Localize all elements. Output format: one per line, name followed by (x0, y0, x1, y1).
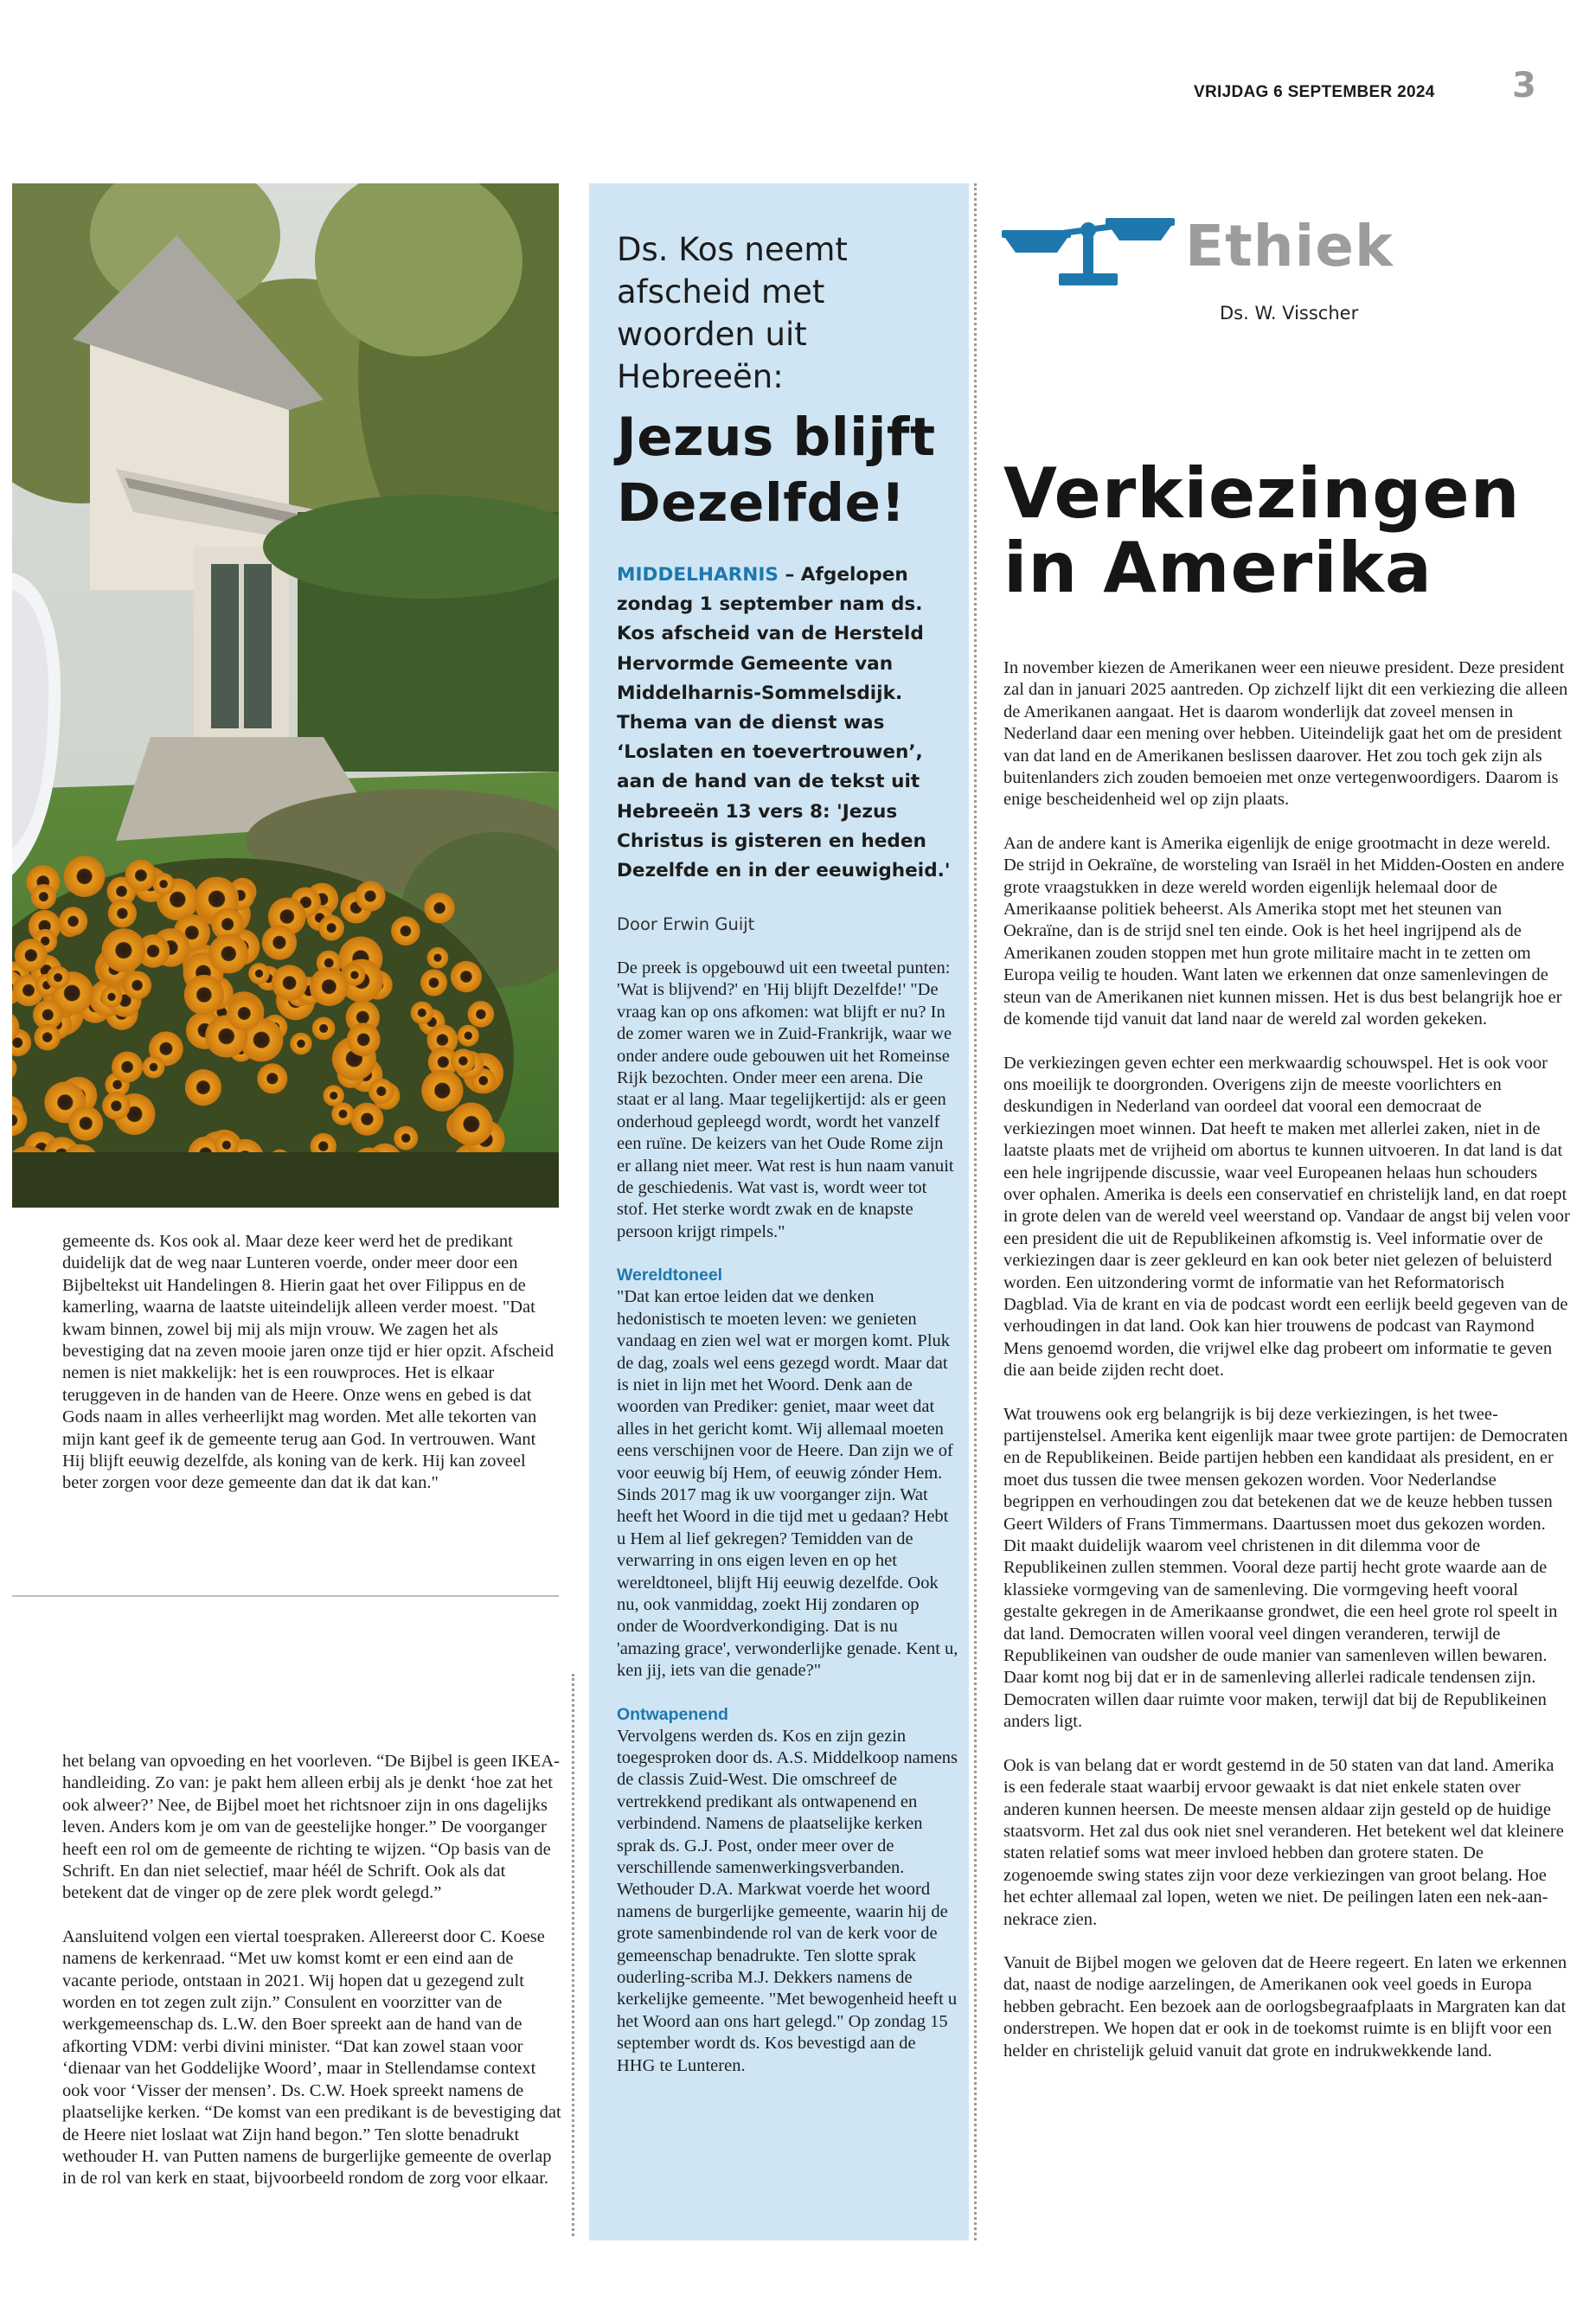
article-body (617, 958, 958, 2077)
flower (102, 928, 146, 972)
flower (102, 1092, 131, 1120)
flower (262, 925, 297, 959)
left-paragraph-2: het belang van opvoeding en het voorleven. “De Bijbel is geen IKEA-handleiding. Zo van: je pakt hem alleen erbij als je denkt ‘hoe zat het ook alweer?’ Nee, de Bijbel moet het richtsnoer zijn in ons dagelijks leven. Anders kom je om van de geestelijke honger.” De voorganger heeft een rol om de gemeente de richting te wijzen. “Op basis van de Schrift. En dan niet selectief, maar héél de Schrift. Ook als dat betekent dat de vinger op de zere plek wordt gelegd.” (62, 1752, 560, 1903)
flower (112, 1052, 143, 1083)
flower (468, 1001, 495, 1028)
flower (344, 965, 366, 986)
flower (257, 1063, 287, 1093)
column-paragraph-2: Aan de andere kant is Amerika eigenlijk de enige grootmacht in deze wereld. De strijd in Oekraïne, de worsteling van Israël in het Midden-Oosten en andere grote vraagstukken in deze wereld worden eigenlijk helemaal door de Amerikaanse politiek beheerst. Als Amerika stopt met het steunen van Oekraïne, dan is de strijd snel ten einde. Ook is het heel ingrijpend als de Amerikanen zouden stoppen met hun grote militaire macht in te zetten om Europa veilig te houden. Want laten we erkennen dat onze samenlevingen de steun van de Amerikanen niet kunnen missen. Het is dus best belangrijk hoe er de komende tijd vanuit dat land naar de wereld zal worden gekeken. (1003, 833, 1565, 1029)
left-divider (12, 1595, 559, 1597)
dateline-place: MIDDELHARNIS (617, 564, 779, 586)
flower (185, 1069, 221, 1106)
column-author: Ds. W. Visscher (1220, 303, 1359, 324)
flower (208, 934, 248, 974)
section-title: Ethiek (1185, 213, 1394, 279)
flower (184, 975, 224, 1015)
column-paragraph-4: Wat trouwens ook erg belangrijk is bij deze verkiezingen, is het twee-partijenstelsel. Amerika kent eigenlijk maar twee grote partijen: de Democraten en de Republikeinen. Beide partijen hebben een kandidaat als president, en er moet dus tussen die twee mensen gekozen worden. Voor Nederlandse begrippen en verhoudingen zou dat betekenen dat we de keuze hebben tussen Geert Wilders of Frans Timmermans. Daartussen moet dus gekozen worden. Dit maakt duidelijk waarom veel christenen in dit dilemma voor de Republikeinen zullen stemmen. Vooral deze partij hecht grote waarde aan de klassieke vormgeving van de samenleving. Die vormgeving heeft vooral gestalte gekregen in de Amerikaanse grondwet, die een heel grote rol speelt in dat land. Democraten willen vooral veel dingen veranderen, terwijl de Republikeinen van oudsher de oude manier van samenleven willen bewaren. Daar komt nog bij dat er in de samenleving allerlei radicale tendensen zijn. Democraten willen daar ruimte voor maken, terwijl dat bij de Republikeinen anders ligt. (1003, 1404, 1568, 1732)
flower (427, 947, 449, 969)
column-body (1003, 657, 1570, 2062)
article-byline: Door Erwin Guijt (617, 914, 755, 934)
flower (312, 1017, 336, 1041)
flower (248, 963, 270, 984)
flower (64, 856, 106, 897)
flower (421, 1070, 463, 1112)
left-paragraph-1: gemeente ds. Kos ook al. Maar deze keer werd het de predikant duidelijk dat de weg naar Lunteren voerde, onder meer door een Bijbeltekst uit Handelingen 8. Hierin gaat het over Filippus en de kamerling, waarna de laatste uiteindelijk alleen verder moest. "Dat kwam binnen, zowel bij mij als mijn vrouw. We zagen het als bevestiging dat na zeven mooie jaren onze tijd er hier opzit. Afscheid nemen is niet makkelijk: het is een rouwproces. Het is elkaar teruggeven in de handen van de Heere. Onze wens en gebed is dat Gods naam in alles verheerlijkt mag worden. Met alle tekorten van mijn kant geef ik de gemeente terug aan God. In vertrouwen. Want Hij blijft eeuwig dezelfde, als koning van de kerk. Hij kan zoveel beter zorgen voor deze gemeente dan dat ik dat kan." (62, 1232, 554, 1493)
flower (420, 970, 447, 997)
column-paragraph-1: In november kiezen de Amerikanen weer een nieuwe president. Deze president zal dan in januari 2025 aantreden. Op zichzelf lijkt dit een verkiezing die alleen de Amerikanen aangaat. Het is daarom wonderlijk dat zoveel mensen in Nederland daar een mening over hebben. Uiteindelijk gaat het om de president van dat land en de Amerikanen beslissen daarover. Het zou toch gek zijn als buitenlanders zich zouden bemoeien met onze vertegenwoordigers. Daarom is enige bescheidenheid wel op zijn plaats. (1003, 658, 1568, 810)
balance-scale-icon (1002, 211, 1175, 291)
flower (272, 965, 308, 1001)
flower (318, 915, 344, 941)
dotted-column-rule (572, 1674, 574, 2236)
article-paragraph-1: De preek is opgebouwd uit een tweetal punten: 'Wat is blijvend?' en 'Hij blijft Dezelfde!' "De vraag kan op ons afkomen: wat blijft er nu? In de zomer waren we in Zuid-Frankrijk, waar we onder andere oude gebouwen uit het Romeinse Rijk bezochten. Onder meer een arena. Die staat er al lang. Maar tegelijkertijd: als er geen onderhoud gepleegd wordt, wordt het vanzelf een ruïne. De keizers van het Oude Rome zijn er allang niet meer. Wat rest is hun naam vanuit de geschiedenis. Wat vast is, wordt weer tot stof. Het sterke wordt zwak en de knapste persoon krijgt rimpels." (617, 958, 954, 1241)
article-headline: Jezus blijft Dezelfde! (617, 407, 936, 534)
article-kicker: Ds. Kos neemt afscheid met woorden uit Hebreeën: (617, 231, 848, 395)
garden-photo (12, 183, 559, 1208)
flower (394, 1126, 418, 1150)
flower (331, 1103, 354, 1125)
flower (347, 1022, 381, 1056)
column-paragraph-6: Vanuit de Bijbel mogen we geloven dat de Heere regeert. En laten we erkennen dat, naast de nodige aarzelingen, de Amerikanen ook veel goeds in Europa hebben gebracht. Een bezoek aan de oorlogsbegraafplaats in Margraten kan dat onderstrepen. We hopen dat er ook in de toekomst ruimte is en blijft voor een helder en christelijk geluid vanuit dat grote en indrukwekkende land. (1003, 1952, 1567, 2061)
flower (143, 1056, 165, 1079)
flower (411, 1002, 433, 1024)
flower (47, 966, 70, 990)
flower (310, 967, 349, 1006)
flower (59, 907, 87, 935)
flower (101, 986, 123, 1008)
page-number: 3 (1512, 66, 1536, 106)
intro-text: – Afgelopen zondag 1 september nam ds. Kos afscheid van de Hersteld Hervormde Gemeente van Middelharnis-Sommelsdijk. Thema van de dienst was ‘Loslaten en toevertrouwen’, aan de hand van de tekst uit Hebreeën 13 vers 8: 'Jezus Christus is gisteren en heden Dezelfde en in der eeuwigheid.' (617, 564, 951, 882)
column-paragraph-3: De verkiezingen geven echter een merkwaardig schouwspel. Het is ook voor ons moeilijk te doorgronden. Overigens zijn de meeste voorlichters en deskundigen in Nederland van oordeel dat vooral een democraat de verkiezingen moet winnen. Dat heeft te maken met allerlei zaken, niet in de laatste plaats met de vrijheid om abortus te kunnen uitvoeren. In dat land is dat een hele ingrijpende discussie, waar veel Europeanen helaas hun schouders over ophalen. Amerika is deels een conservatief en christelijk land, en dat roept in grote delen van de wereld veel weerstand op. Vandaar de angst bij velen voor een president die uit de Republikeinen afkomstig is. Veel informatie over de verkiezingen daar is zeer gekleurd en kan ook beter niet gelezen of beluisterd worden. Een uitzondering vormt de informatie van het Reformatorisch Dagblad. Via de krant en via de podcast wordt een eerlijk beeld gegeven van de verhoudingen in dat land. Ook kan hier trouwens de podcast van Raymond Mens genoemd worden, die vrijwel elke dag probeert om informatie te geven die aan beide zijden recht doet. (1003, 1053, 1570, 1381)
flower (355, 881, 385, 911)
flower (450, 1103, 493, 1146)
flower (15, 939, 48, 971)
column-paragraph-5: Ook is van belang dat er wordt gestemd in de 50 staten van dat land. Amerika is een federale staat waarbij ervoor gewaakt is dat niet enkele staten over anderen kunnen heersen. De meeste mensen aldaar zijn gesteld op de huidige staatsvorm. Het zal dus ook niet snel veranderen. Het betekent wel dat kleinere staten relatief soms wat meer invloed hebben dan grotere staten. De zogenoemde swing states zijn voor deze verkiezingen van groot belang. Hoe het echter allemaal zal lopen, weten we niet. De peilingen laten een nek-aan-nekrace zien. (1003, 1755, 1564, 1929)
flower (350, 1103, 383, 1136)
flower (451, 1048, 475, 1073)
flower (31, 884, 56, 909)
flower (424, 893, 454, 923)
flower (451, 961, 482, 992)
flower (34, 1024, 61, 1051)
article-paragraph-2: "Dat kan ertoe leiden dat we denken hedonistisch te moeten leven: we genieten vandaag en zien wel wat er morgen komt. Pluk de dag, zoals wel eens gezegd wordt. Maar dat is niet in lijn met het Woord. Denk aan de woorden van Prediker: geniet, maar weet dat alles in het gericht komt. Wij allemaal moeten eens verschijnen voor de Heere. Dan zijn we of voor eeuwig bíj Hem, of eeuwig zónder Hem. Sinds 2017 mag ik uw voorganger zijn. Wat heeft het Woord in die tijd met u gedaan? Hebt u Hem al lief gekregen? Temidden van de verwarring in ons eigen leven en op het wereldtoneel, blijft Hij eeuwig dezelfde. Ook nu, ook vanmiddag, zoekt Hij zondaren op onder de Woordverkondiging. Dat is nu 'amazing grace', verwonderlijke genade. Kent u, ken jij, iets van die genade?" (617, 1287, 958, 1681)
article-intro (617, 561, 958, 886)
left-paragraph-3: Aansluitend volgen een viertal toespraken. Allereerst door C. Koese namens de kerkenraad. “Met uw komst komt er een eind aan de vacante periode, ontstaan in 2021. Wij hopen dat u gezegend zult worden en tot zegen zult zijn.” Consulent en voorzitter van de werkgemeenschap ds. L.W. den Boer spreekt aan de hand van de afkorting VDM: verbi divini minister. “Dat kan zowel staan voor ‘dienaar van het Goddelijke Woord’, maar in Stellendamse context ook voor ‘Visser der mensen’. Ds. C.W. Hoek spreekt namens de plaatselijke kerken. “De komst van een predikant is de bevestiging dat de Heere niet loslaat wat Zijn hand begon.” Ten slotte benadrukt wethouder H. van Putten namens de burgerlijke gemeente de overlap in de rol van kerk en staat, bijvoorbeeld rondom de zorg voor elkaar. (62, 1926, 561, 2189)
subhead-ontwapenend: Ontwapenend (617, 1704, 728, 1724)
article-paragraph-3: Vervolgens werden ds. Kos en zijn gezin toegesproken door ds. A.S. Middelkoop namens de classis Zuid-West. Die omschreef de vertrekkend predikant als ontwapenend en verbindend. Namens de plaatselijke kerken sprak ds. G.J. Post, onder meer over de verschillende samenwerkingsverbanden. Wethouder D.A. Markwat voerde het woord namens de burgerlijke gemeente, waarin hij de grote samenbindende rol van de kerk voor de gemeenschap benadrukte. Ten slotte sprak ouderling-scriba M.J. Dekkers namens de kerkelijke gemeente. "Met bewogenheid heeft u het Woord aan ons hart gelegd." Op zondag 15 september wordt ds. Kos bevestigd aan de HHG te Lunteren. (617, 1726, 958, 2075)
left-column-lower (62, 1751, 562, 2190)
flower (458, 1025, 479, 1047)
flower (290, 1033, 311, 1054)
flower (108, 899, 137, 927)
column-headline: Verkiezingen in Amerika (1003, 453, 1521, 608)
left-column-continuation (62, 1231, 562, 1495)
flower (228, 997, 261, 1030)
flower (125, 860, 157, 892)
subhead-wereldtoneel: Wereldtoneel (617, 1266, 723, 1285)
flower (369, 1079, 394, 1105)
flower (68, 1106, 103, 1141)
garden-photo-illustration (12, 183, 559, 1208)
flower (391, 916, 420, 945)
issue-date: VRIJDAG 6 SEPTEMBER 2024 (1194, 83, 1435, 101)
dotted-column-rule (974, 183, 977, 2240)
